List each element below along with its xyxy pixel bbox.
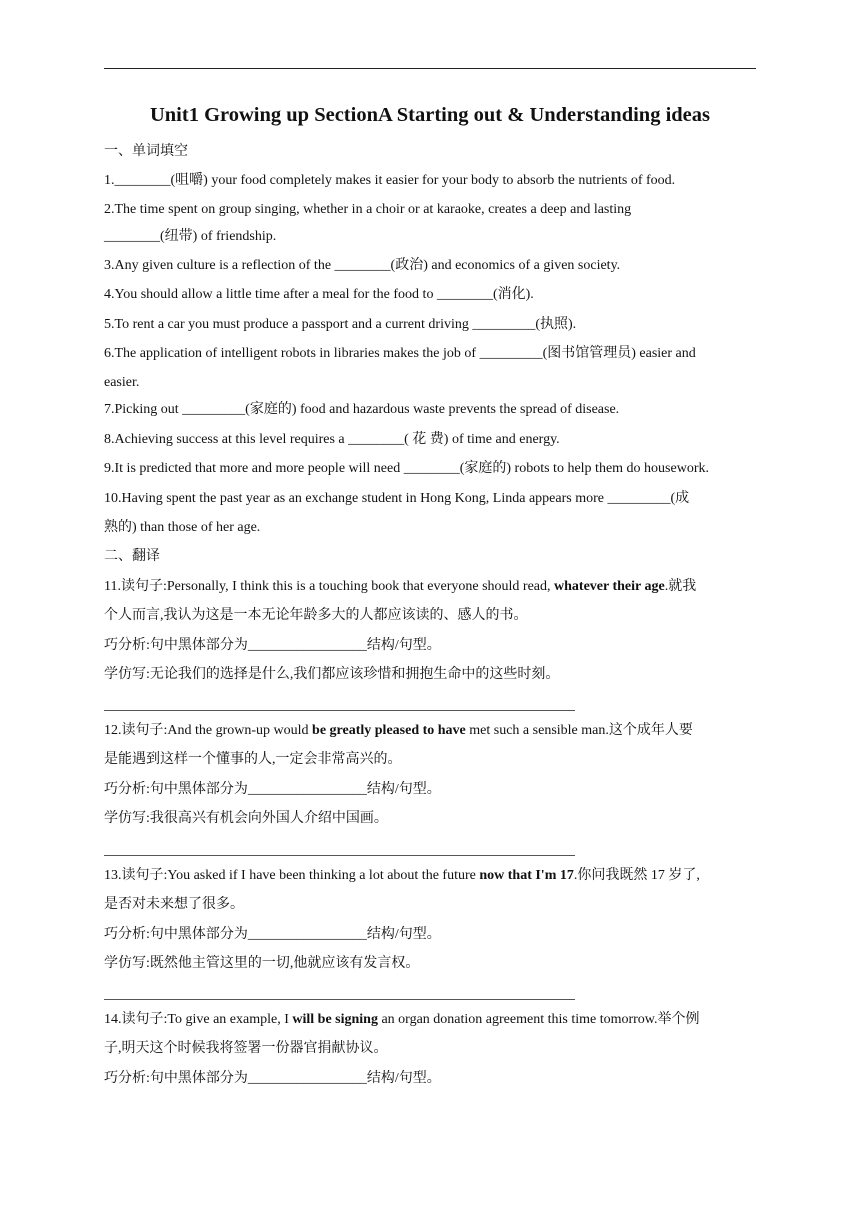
bold-phrase: will be signing	[292, 1012, 378, 1027]
answer-line-11[interactable]	[104, 710, 575, 711]
analysis-11: 巧分析:句中黑体部分为_________________结构/句型。	[104, 638, 441, 653]
read-sentence-14-cont: 子,明天这个时候我将签署一份器官捐献协议。	[104, 1041, 388, 1056]
imitate-12: 学仿写:我很高兴有机会向外国人介绍中国画。	[104, 811, 388, 826]
imitate-13: 学仿写:既然他主管这里的一切,他就应该有发言权。	[104, 956, 420, 971]
question-2-cont: ________(纽带) of friendship.	[104, 229, 277, 244]
question-10: 10.Having spent the past year as an exchange student in Hong Kong, Linda appears more _________(成	[104, 491, 690, 506]
analysis-13: 巧分析:句中黑体部分为_________________结构/句型。	[104, 927, 441, 942]
question-4: 4.You should allow a little time after a meal for the food to ________(消化).	[104, 287, 534, 302]
read-sentence-13: 13.读句子:You asked if I have been thinking a lot about the future now that I'm 17.你问我既然 17 岁了,	[104, 868, 700, 883]
bold-phrase: whatever their age	[554, 579, 665, 594]
question-6: 6.The application of intelligent robots in libraries makes the job of _________(图书馆管理员) easier and	[104, 346, 696, 361]
question-10-cont: 熟的) than those of her age.	[104, 520, 261, 535]
read-sentence-14: 14.读句子:To give an example, I will be signing an organ donation agreement this time tomorrow.举个例	[104, 1012, 700, 1027]
question-8: 8.Achieving success at this level requires a ________( 花 费) of time and energy.	[104, 432, 560, 447]
answer-line-13[interactable]	[104, 999, 575, 1000]
read-sentence-12: 12.读句子:And the grown-up would be greatly pleased to have met such a sensible man.这个成年人要	[104, 723, 693, 738]
question-7: 7.Picking out _________(家庭的) food and hazardous waste prevents the spread of disease.	[104, 402, 620, 417]
page-title: Unit1 Growing up SectionA Starting out & Understanding ideas	[149, 104, 711, 126]
question-1: 1.________(咀嚼) your food completely makes it easier for your body to absorb the nutrients of food.	[104, 173, 676, 188]
bold-phrase: be greatly pleased to have	[312, 723, 466, 738]
bold-phrase: now that I'm 17	[479, 868, 574, 883]
question-9: 9.It is predicted that more and more people will need ________(家庭的) robots to help them do housework.	[104, 461, 709, 476]
read-sentence-12-cont: 是能遇到这样一个懂事的人,一定会非常高兴的。	[104, 752, 402, 767]
read-sentence-11-cont: 个人而言,我认为这是一本无论年龄多大的人都应该读的、感人的书。	[104, 608, 528, 623]
analysis-12: 巧分析:句中黑体部分为_________________结构/句型。	[104, 782, 441, 797]
read-sentence-11: 11.读句子:Personally, I think this is a touching book that everyone should read, whatever their age.就我	[104, 579, 697, 594]
imitate-11: 学仿写:无论我们的选择是什么,我们都应该珍惜和拥抱生命中的这些时刻。	[104, 667, 560, 682]
question-6-cont: easier.	[104, 375, 140, 390]
analysis-14: 巧分析:句中黑体部分为_________________结构/句型。	[104, 1071, 441, 1086]
question-5: 5.To rent a car you must produce a passport and a current driving _________(执照).	[104, 317, 577, 332]
read-sentence-13-cont: 是否对未来想了很多。	[104, 897, 244, 912]
section-heading-translation: 二、翻译	[104, 549, 160, 564]
answer-line-12[interactable]	[104, 855, 575, 856]
section-heading-vocab: 一、单词填空	[104, 144, 188, 159]
header-rule	[104, 68, 756, 69]
question-2: 2.The time spent on group singing, whether in a choir or at karaoke, creates a deep and lasting	[104, 202, 632, 217]
question-3: 3.Any given culture is a reflection of the ________(政治) and economics of a given society.	[104, 258, 621, 273]
